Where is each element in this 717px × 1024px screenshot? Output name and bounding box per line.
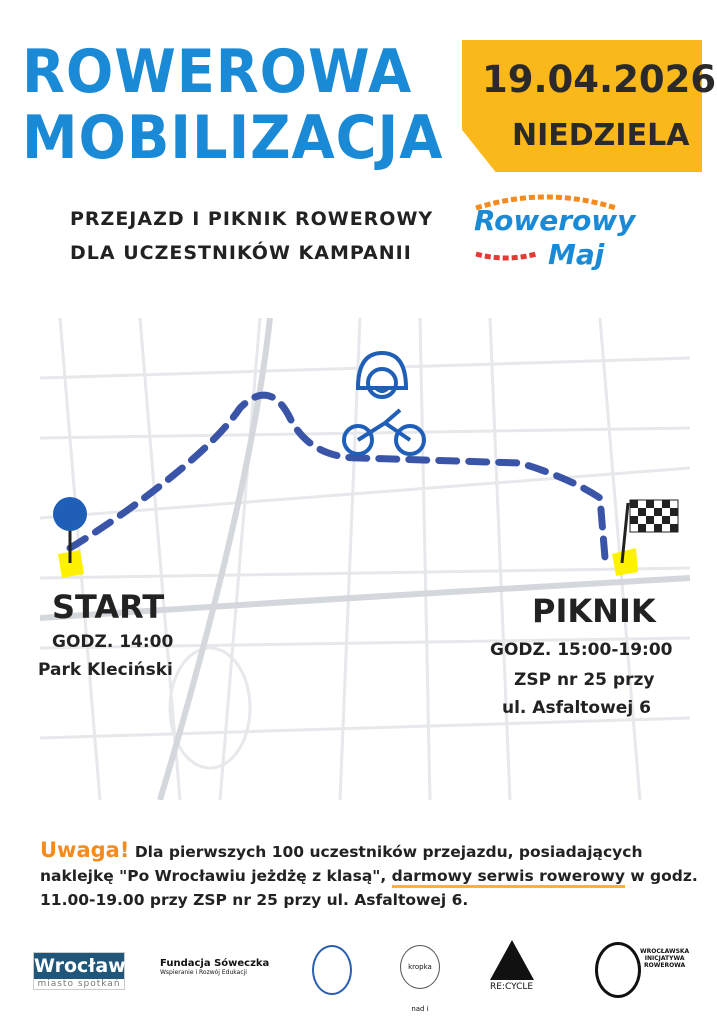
recycle-triangle-icon bbox=[490, 940, 534, 980]
logo-text-rowerowy: Rowerowy bbox=[474, 204, 636, 237]
route-path bbox=[70, 395, 605, 558]
soweczka-sub: Wspieranie i Rozwój Edukacji bbox=[160, 969, 247, 976]
start-pin-icon bbox=[53, 497, 87, 531]
notice-label: Uwaga! bbox=[40, 838, 130, 862]
soweczka-name: Fundacja Sóweczka bbox=[160, 958, 270, 969]
finish-place-1: ZSP nr 25 przy bbox=[514, 670, 655, 690]
start-place: Park Kleciński bbox=[38, 660, 173, 680]
title-line-2: MOBILIZACJA bbox=[22, 103, 444, 173]
map-streets bbox=[40, 318, 690, 800]
start-time: GODZ. 14:00 bbox=[52, 632, 174, 652]
notice bbox=[40, 838, 700, 912]
recycle-text: RE:CYCLE bbox=[490, 982, 534, 992]
event-weekday: NIEDZIELA bbox=[512, 118, 690, 153]
soweczka-logo bbox=[160, 958, 269, 976]
wir-line-1: WROCŁAWSKA bbox=[640, 948, 690, 955]
wir-text bbox=[640, 948, 689, 969]
finish-time: GODZ. 15:00-19:00 bbox=[490, 640, 673, 660]
rowerowy-maj-logo bbox=[466, 190, 636, 280]
start-title: START bbox=[52, 588, 165, 626]
wroclaw-logo-text: Wrocław bbox=[34, 955, 126, 977]
title-line-1: ROWEROWA bbox=[22, 37, 413, 107]
notice-highlight: darmowy serwis rowerowy bbox=[392, 867, 625, 888]
kropka-logo: kropka nad i bbox=[400, 945, 440, 989]
subtitle-line-2: DLA UCZESTNIKÓW KAMPANII bbox=[70, 242, 412, 264]
event-date: 19.04.2026 bbox=[482, 58, 717, 101]
logo-text-maj: Maj bbox=[548, 238, 605, 271]
wroclaw-logo bbox=[33, 952, 125, 990]
wir-line-3: ROWEROWA bbox=[644, 962, 686, 969]
finish-place-2: ul. Asfaltowej 6 bbox=[502, 698, 651, 718]
route-map bbox=[40, 318, 690, 800]
wir-line-2: INICJATYWA bbox=[644, 955, 685, 962]
notice-text-1: Dla pierwszych 100 uczestników przejazdu, posiadających naklejkę "Po Wrocławiu jeżdżę z klasą", bbox=[40, 843, 643, 885]
subtitle-line-1: PRZEJAZD I PIKNIK ROWEROWY bbox=[70, 208, 434, 230]
notice-text-2: w godz. 11.00-19.00 przy ZSP nr 25 przy ul. Asfaltowej 6. bbox=[40, 867, 698, 909]
wroclaw-logo-sub: miasto spotkań bbox=[37, 979, 121, 989]
wir-wheel-icon bbox=[595, 942, 641, 998]
finish-title: PIKNIK bbox=[532, 592, 656, 630]
owl-seal-logo bbox=[312, 945, 352, 995]
